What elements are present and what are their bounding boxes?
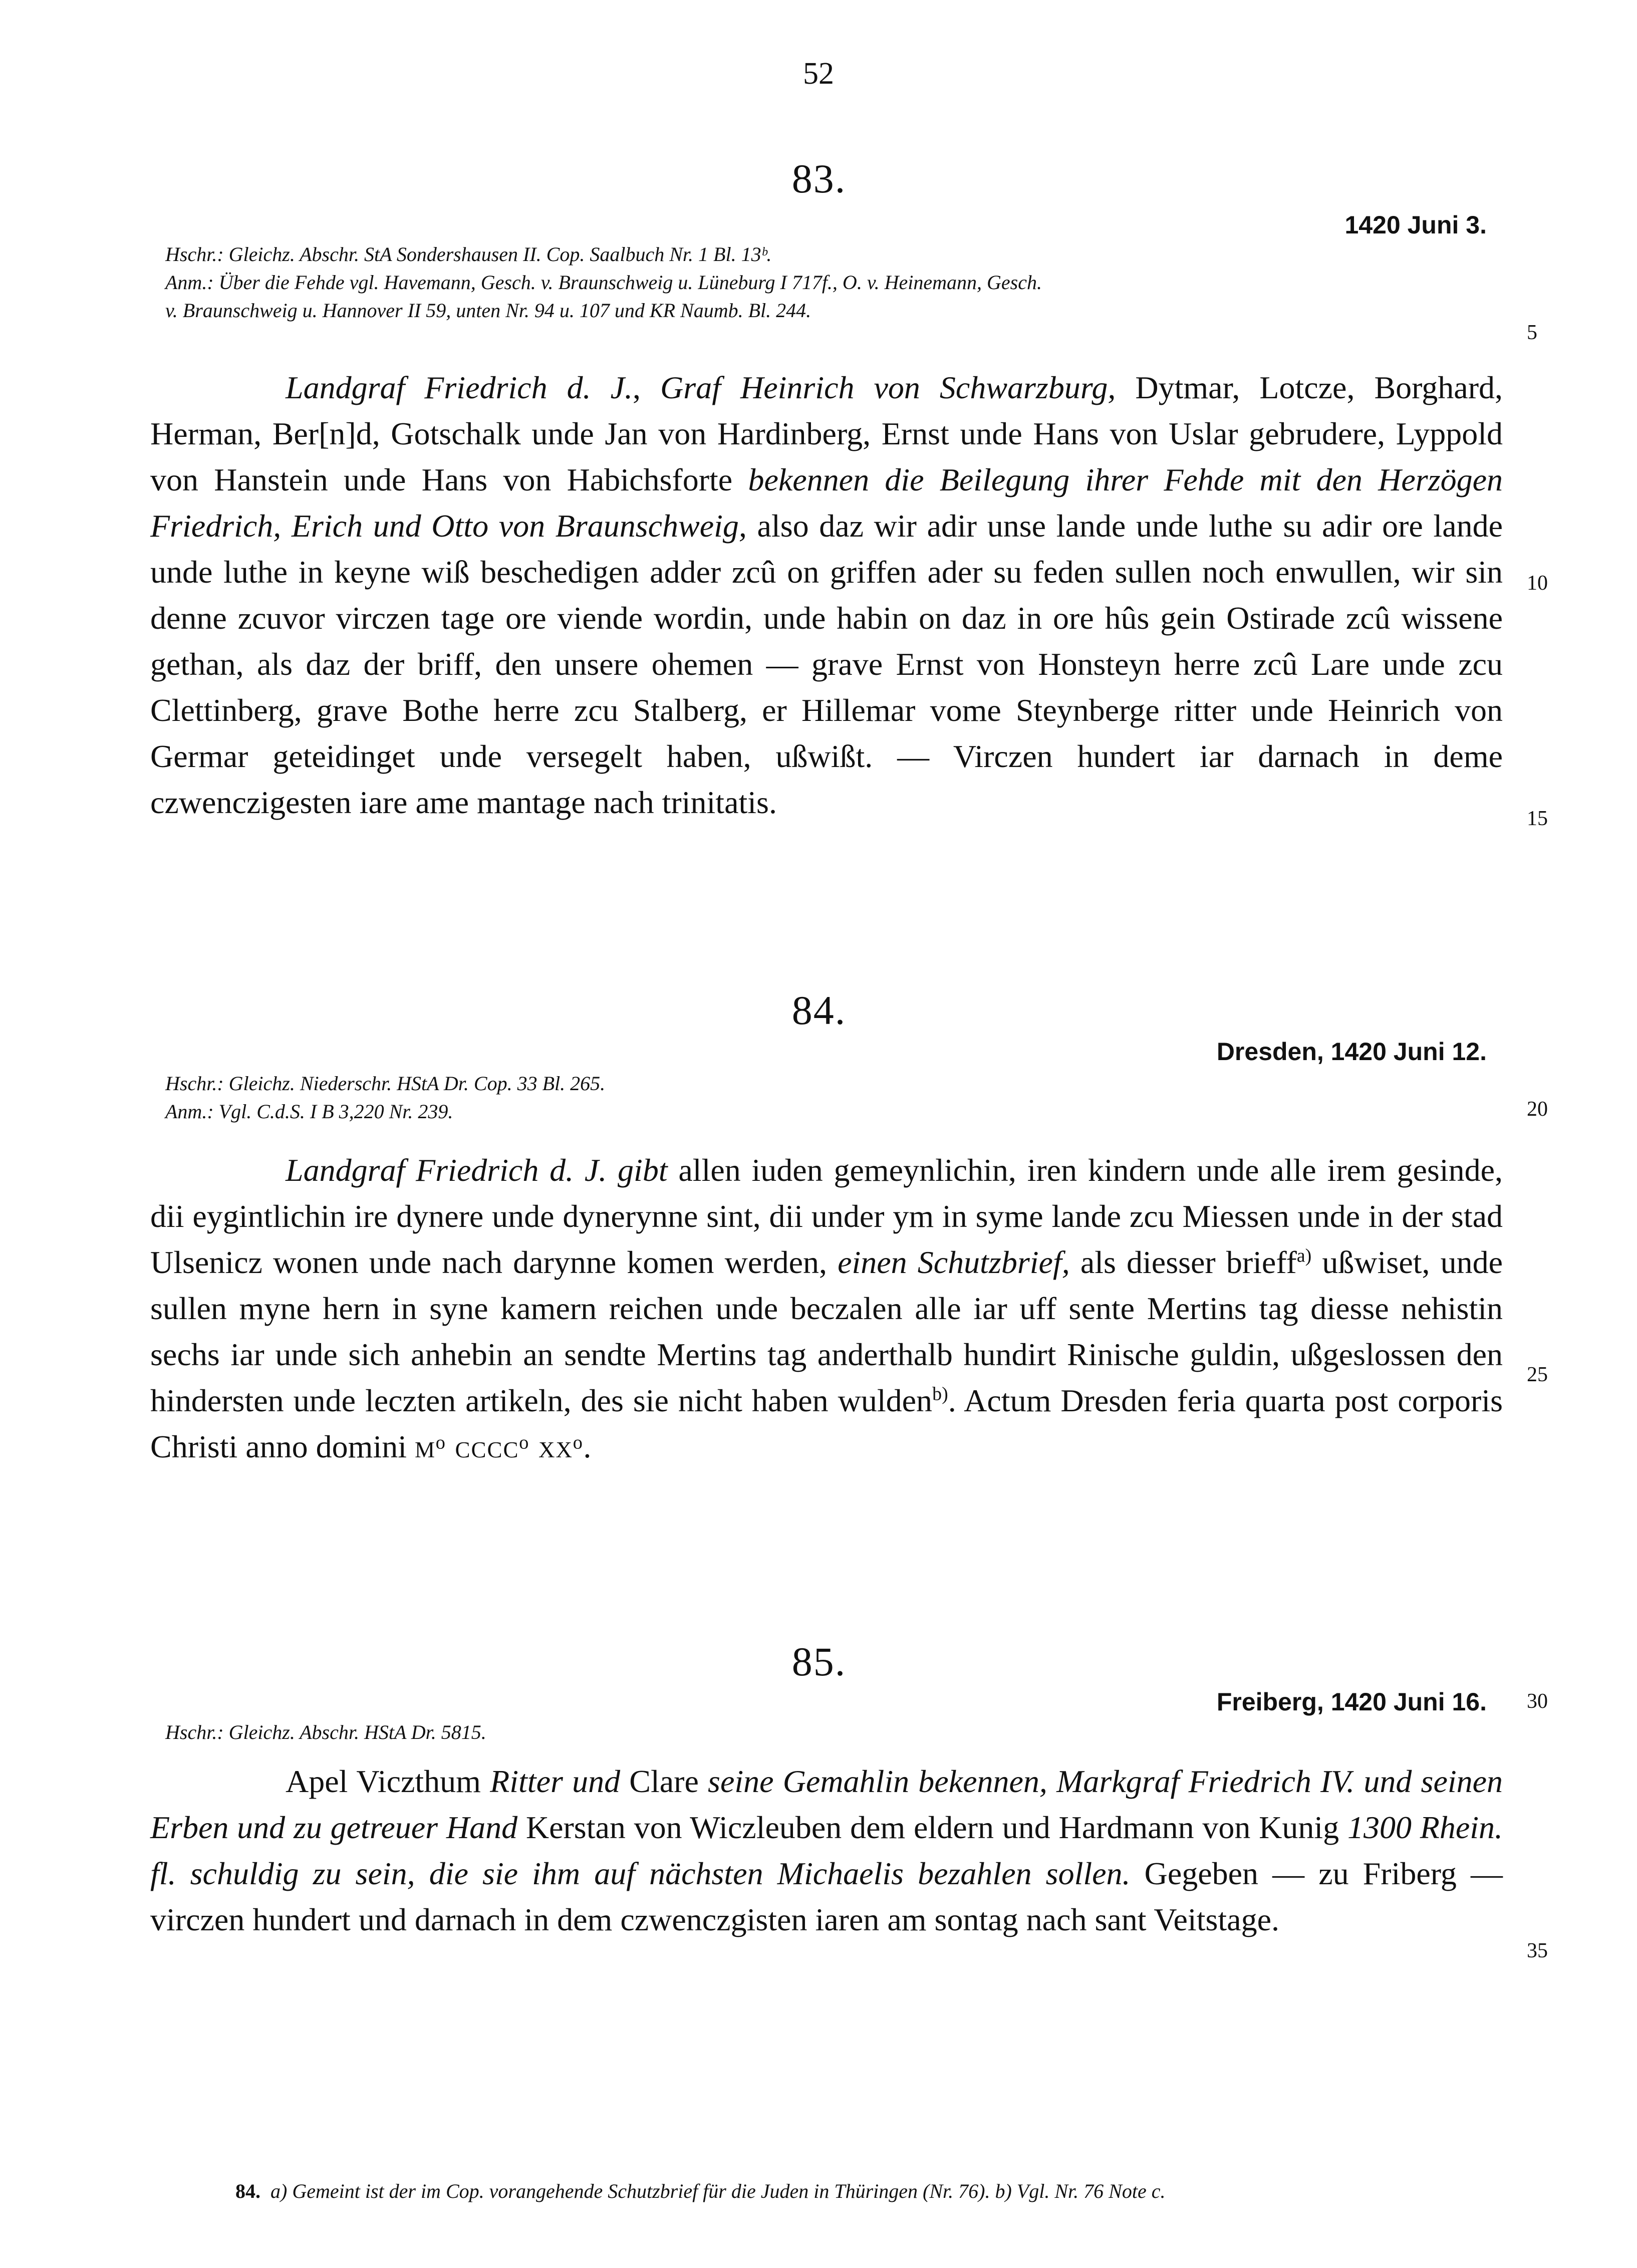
regest: seine Gemahlin bekennen, Markgraf Friedrich IV. und seinen Erben und zu getreuer Hand: [150, 1763, 1503, 1845]
text: ,: [633, 370, 661, 405]
footnote-text: a) Gemeint ist der im Cop. vorangehende Schutzbrief für die Juden in Thüringen (Nr. 76). b) Vgl. Nr. 76 Note c.: [270, 2180, 1166, 2202]
entry-84-meta: [165, 1070, 605, 1126]
entry-84-date: Dresden, 1420 Juni 12.: [1216, 1038, 1487, 1066]
entry-84-number: 84.: [791, 987, 847, 1033]
meta-line: Anm.: Vgl. C.d.S. I B 3,220 Nr. 239.: [165, 1100, 453, 1123]
regest: bekennen die Beilegung ihrer Fehde mit den Herzögen Friedrich, Erich und Otto von Braunschweig,: [150, 462, 1503, 544]
meta-line: Hschr.: Gleichz. Abschr. HStA Dr. 5815.: [165, 1721, 486, 1743]
line-number: 30: [1527, 1690, 1548, 1713]
entry-85-meta: [165, 1718, 486, 1746]
entry-84-paragraph: [150, 1147, 1503, 1470]
footnote-ref-b: b): [932, 1383, 948, 1405]
line-number: 5: [1527, 321, 1537, 344]
text: ußwiset, unde sullen myne hern in syne kamern reichen unde beczalen alle iar uff sente Mertins tag diesse nehistin sechs iar unde sich anhebin an sendte Mertins tag anderthalb hundirt Rinische guldin, ußgeslossen den hindersten unde leczten artikeln, des sie nicht haben wulden: [150, 1244, 1503, 1418]
meta-line: Hschr.: Gleichz. Niederschr. HStA Dr. Cop. 33 Bl. 265.: [165, 1072, 606, 1095]
date-numeral: mᵒ ccccᵒ xxᵒ: [415, 1429, 584, 1464]
issuer: Landgraf Friedrich d. J. gibt: [286, 1152, 668, 1188]
line-number: 10: [1527, 572, 1548, 595]
meta-line: Anm.: Über die Fehde vgl. Havemann, Gesch. v. Braunschweig u. Lüneburg I 717f., O. v. Heinemann, Gesch.: [165, 271, 1042, 294]
footnote-ref-a: a): [1296, 1245, 1312, 1267]
regest: einen Schutzbrief,: [838, 1244, 1070, 1280]
meta-line: v. Braunschweig u. Hannover II 59, unten Nr. 94 u. 107 und KR Naumb. Bl. 244.: [165, 299, 811, 322]
footnote-label: 84.: [235, 2180, 260, 2202]
entry-83-meta: [165, 240, 1042, 325]
text: Dytmar, Lotcze, Borghard, Herman, Ber[n]d, Gotschalk unde Jan von Hardinberg, Ernst unde Hans von Uslar gebrudere, Lyppold von Hanstein unde Hans von Habichsforte: [150, 370, 1503, 497]
line-number: 35: [1527, 1939, 1548, 1962]
entry-83-body: [150, 365, 1503, 826]
issuer: Graf Heinrich von Schwarzburg,: [660, 370, 1116, 405]
entry-85-number: 85.: [791, 1639, 847, 1684]
footnote: [235, 2179, 1165, 2203]
entry-83-paragraph: [150, 365, 1503, 826]
page-number: 52: [803, 57, 834, 91]
entry-84-body: [150, 1147, 1503, 1470]
entry-83-number: 83.: [791, 156, 847, 201]
entry-85-paragraph: [150, 1758, 1503, 1943]
entry-85-body: [150, 1758, 1503, 1943]
line-number: 25: [1527, 1363, 1548, 1386]
entry-83-date: 1420 Juni 3.: [1344, 211, 1487, 239]
meta-line: Hschr.: Gleichz. Abschr. StA Sondershausen II. Cop. Saalbuch Nr. 1 Bl. 13ᵇ.: [165, 243, 772, 266]
text: Apel Viczthum: [286, 1763, 490, 1799]
regest: 1300 Rhein. fl. schuldig zu sein, die sie ihm auf nächsten Michaelis bezahlen sollen.: [150, 1810, 1503, 1891]
regest: Ritter und: [490, 1763, 621, 1799]
text: .: [583, 1429, 592, 1464]
line-number: 20: [1527, 1098, 1548, 1121]
line-number: 15: [1527, 807, 1548, 830]
issuer: Landgraf Friedrich d. J.: [286, 370, 633, 405]
text: . Actum Dresden feria quarta post corporis Christi anno domini: [150, 1383, 1503, 1464]
text: also daz wir adir unse lande unde luthe su adir ore lande unde luthe in keyne wiß beschedigen adder zcû on griffen ader su feden sullen noch enwullen, wir sin denne zcuvor virczen tage ore viende wordin, unde habin on daz in ore hûs gein Ostirade zcû wissene gethan, als daz der briff, den unsere ohemen — grave Ernst von Honsteyn herre zcû Lare unde zcu Clettinberg, grave Bothe herre zcu Stalberg, er Hillemar vome Steynberge ritter unde Heinrich von Germar geteidinget unde versegelt haben, ußwißt. — Virczen hundert iar darnach in deme czwenczigesten iare ame mantage nach trinitatis.: [150, 508, 1503, 820]
text: als diesser brieff: [1069, 1244, 1297, 1280]
text: Gegeben — zu Friberg — virczen hundert und darnach in dem czwenczgisten iaren am sontag nach sant Veitstage.: [150, 1856, 1503, 1937]
entry-85-date: Freiberg, 1420 Juni 16.: [1216, 1688, 1487, 1716]
text: Clare: [620, 1763, 708, 1799]
text: allen iuden gemeynlichin, iren kindern unde alle irem gesinde, dii eygintlichin ire dynere unde dynerynne sint, dii under ym in syme lande zcu Miessen unde in der stad Ulsenicz wonen unde nach darynne komen werden,: [150, 1152, 1503, 1280]
text: Kerstan von Wiczleuben dem eldern und Hardmann von Kunig: [517, 1810, 1347, 1845]
